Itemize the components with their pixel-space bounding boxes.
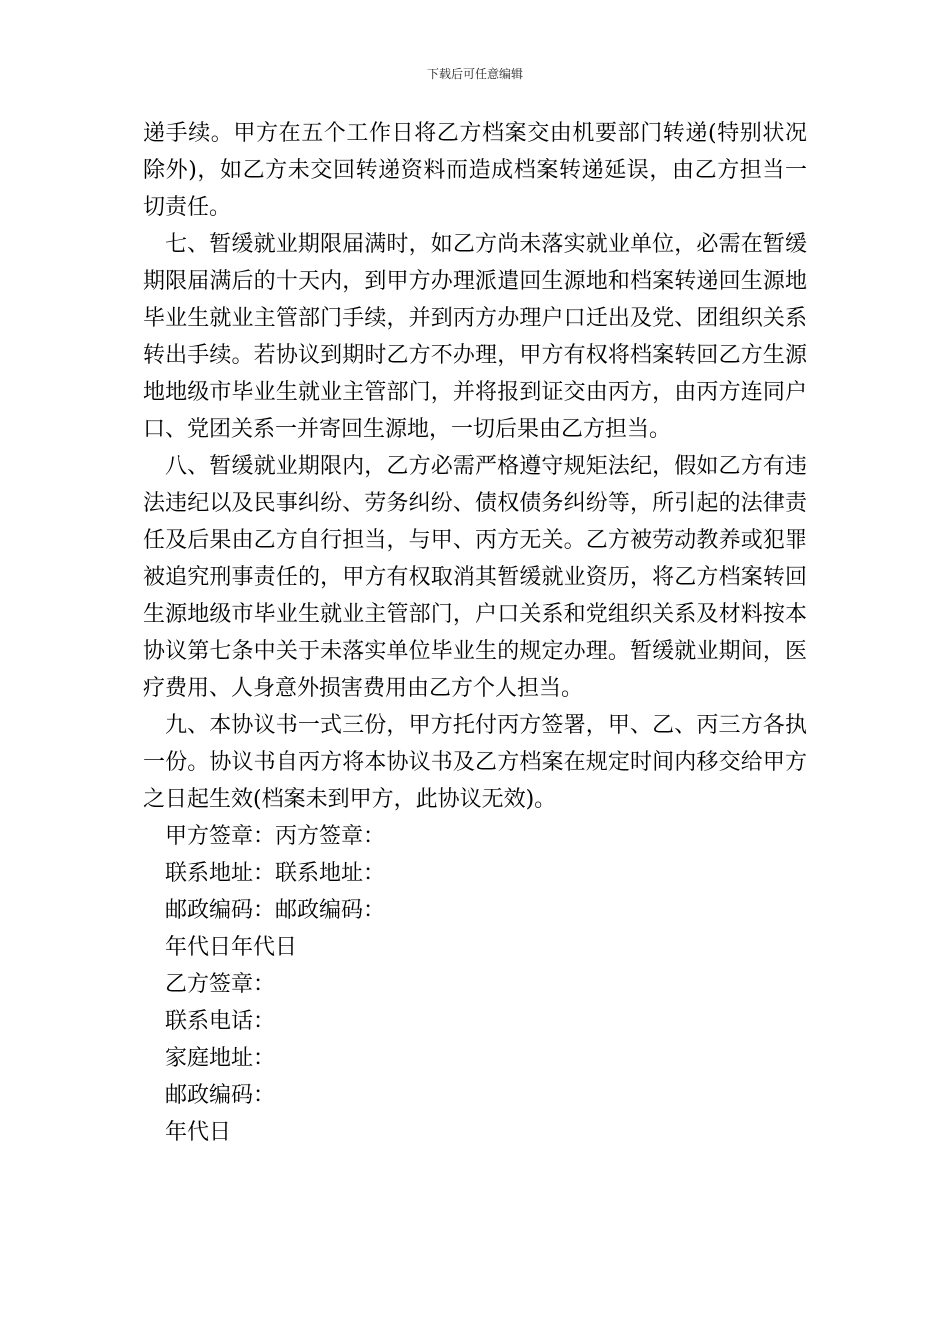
paragraph-clause-7: 七、暂缓就业期限届满时，如乙方尚未落实就业单位，必需在暂缓期限届满后的十天内，到甲方办理派遣回生源地和档案转递回生源地毕业生就业主管部门手续，并到丙方办理户口迁出及党、团组织关系转出手续。若协议到期时乙方不办理，甲方有权将档案转回乙方生源地地级市毕业生就业主管部门，并将报到证交由丙方，由丙方连同户口、党团关系一并寄回生源地，一切后果由乙方担当。 (143, 232, 807, 442)
signature-line-party-a-c-seal: 甲方签章：丙方签章： (165, 824, 386, 849)
signature-line-party-b-seal: 乙方签章： (165, 972, 276, 997)
signature-line-address: 联系地址：联系地址： (165, 861, 386, 886)
signature-line-home-address: 家庭地址： (165, 1046, 276, 1071)
header-note: 下载后可任意编辑 (426, 67, 523, 81)
signature-line-party-b-date: 年代日 (165, 1120, 232, 1145)
paragraph-continuation: 递手续。甲方在五个工作日将乙方档案交由机要部门转递(特别状况除外)，如乙方未交回转递资料而造成档案转递延误，由乙方担当一切责任。 (143, 121, 807, 220)
document-body (143, 115, 807, 1151)
signature-line-postcode: 邮政编码：邮政编码： (165, 898, 386, 923)
signature-line-phone: 联系电话： (165, 1009, 276, 1034)
paragraph-clause-8: 八、暂缓就业期限内，乙方必需严格遵守规矩法纪，假如乙方有违法违纪以及民事纠纷、劳务纠纷、债权债务纠纷等，所引起的法律责任及后果由乙方自行担当，与甲、丙方无关。乙方被劳动教养或犯罪被追究刑事责任的，甲方有权取消其暂缓就业资历，将乙方档案转回生源地级市毕业生就业主管部门，户口关系和党组织关系及材料按本协议第七条中关于未落实单位毕业生的规定办理。暂缓就业期间，医疗费用、人身意外损害费用由乙方个人担当。 (143, 454, 807, 701)
paragraph-clause-9: 九、本协议书一式三份，甲方托付丙方签署，甲、乙、丙三方各执一份。协议书自丙方将本协议书及乙方档案在规定时间内移交给甲方之日起生效(档案未到甲方，此协议无效)。 (143, 713, 807, 812)
signature-line-party-b-postcode: 邮政编码： (165, 1083, 276, 1108)
signature-line-date: 年代日年代日 (165, 935, 298, 960)
signature-block (143, 818, 807, 1151)
